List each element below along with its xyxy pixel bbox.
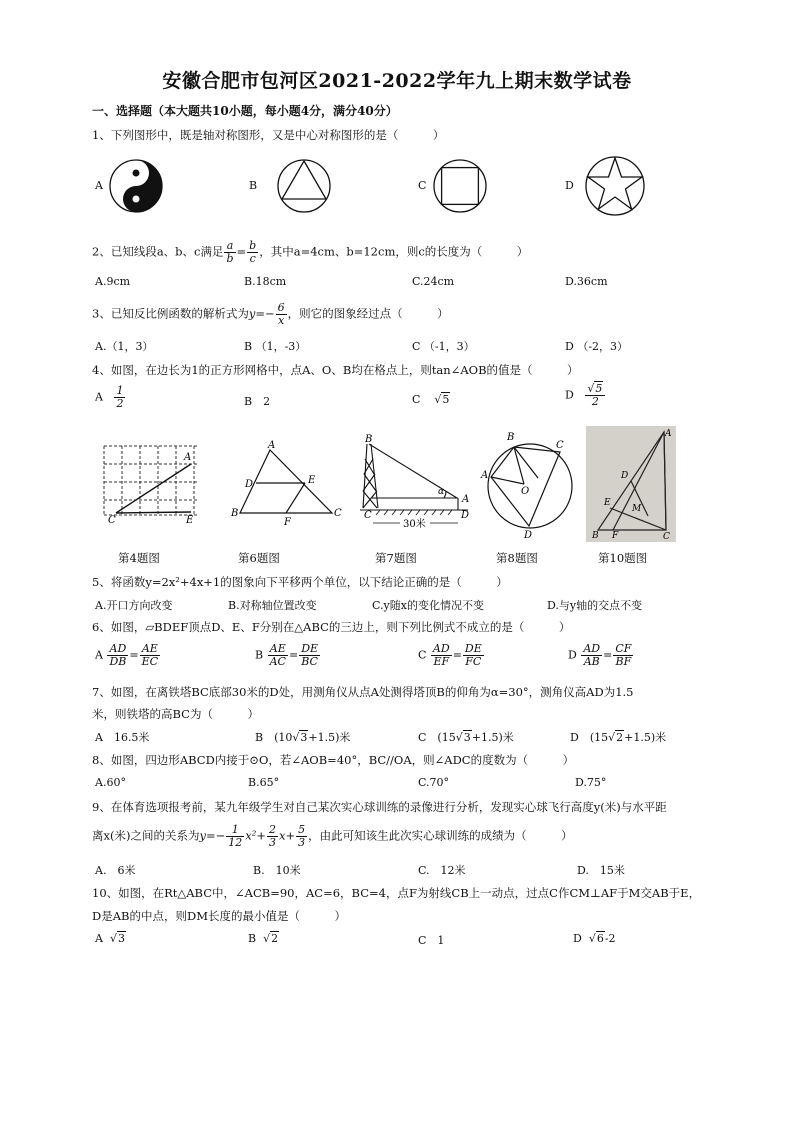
numerator: 2 — [268, 823, 276, 836]
numerator: AD — [583, 642, 601, 655]
question-6: 6、如图，▱BDEF顶点D、E、F分别在△ABC的三边上，则下列比例式不成立的是（ ） — [92, 620, 571, 634]
fraction-a-b — [224, 240, 235, 265]
denominator: AB — [583, 655, 600, 668]
q3-suffix: ，则它的图象经过点（ ） — [287, 306, 449, 321]
label-a: A — [665, 429, 672, 439]
question-4: 4、如图，在边长为1的正方形网格中，点A、O、B均在格点上，则tan∠AOB的值是（ ） — [92, 363, 579, 377]
denominator: 3 — [298, 836, 306, 849]
q2-option-c: C.24cm — [412, 275, 455, 288]
fraction-6-x — [276, 302, 287, 327]
fraction — [299, 643, 320, 668]
denominator: 2 — [116, 397, 124, 410]
label-a: A — [462, 494, 470, 505]
label-a: A — [268, 440, 276, 451]
q3-option-c: C （-1，3） — [412, 340, 475, 353]
caption-fig10: 第10题图 — [598, 551, 648, 565]
q7-option-b: B (10√3+1.5)米 — [255, 731, 351, 744]
q3-y: y=− — [248, 306, 275, 321]
q8-option-a: A.60° — [95, 776, 126, 789]
option-suffix: +1.5)米 — [624, 731, 667, 744]
label-d: D — [245, 479, 254, 490]
option-label: D — [573, 932, 582, 945]
fraction — [613, 643, 633, 668]
label-c: C — [556, 440, 564, 451]
fraction — [581, 643, 602, 668]
label-30m: 30米 — [403, 519, 426, 530]
q10-option-c: C 1 — [418, 934, 445, 947]
question-5: 5、将函数y=2x²+4x+1的图象向下平移两个单位，以下结论正确的是（ ） — [92, 575, 508, 589]
denominator: BF — [615, 655, 632, 668]
label-b: B — [592, 531, 599, 541]
q5-option-d: D.与y轴的交点不变 — [547, 599, 643, 612]
question-10-line2: D是AB的中点，则DM长度的最小值是（ ） — [92, 909, 346, 923]
q8-option-d: D.75° — [575, 776, 607, 789]
label-d: D — [621, 471, 629, 481]
label-e: E — [186, 515, 194, 525]
fraction — [107, 643, 128, 668]
q10-option-d: D √6-2 — [573, 932, 616, 945]
fraction — [431, 643, 452, 668]
q1-option-c: C — [418, 179, 427, 192]
q7-option-c: C (15√3+1.5)米 — [418, 731, 514, 744]
denominator: 3 — [268, 836, 276, 849]
question-9-line2 — [92, 824, 573, 849]
page-title: 安徽合肥市包河区2021-2022学年九上期末数学试卷 — [162, 70, 632, 92]
option-prefix: B (10 — [255, 731, 293, 744]
q2-suffix: ，其中a=4cm、b=12cm，则c的长度为（ ） — [259, 244, 529, 259]
question-1: 1、下列图形中，既是轴对称图形，又是中心对称图形的是（ ） — [92, 128, 445, 142]
denominator: EC — [141, 655, 159, 668]
q6-option-b: B $\frac{AE}{AC}$ = $\frac{DE}{BC}$ — [255, 642, 319, 668]
question-7-line2: 米，则铁塔的高BC为（ ） — [92, 707, 259, 721]
question-9-line1: 9、在体育选项报考前，某九年级学生对自己某次实心球训练的录像进行分析，发现实心球飞行高度y(米)与水平距 — [92, 800, 667, 814]
option-label: A — [95, 648, 103, 662]
denominator: c — [249, 252, 256, 265]
q9-option-b: B. 10米 — [253, 864, 301, 877]
q8-option-c: C.70° — [418, 776, 450, 789]
denominator: 2 — [591, 395, 599, 408]
label-m: M — [632, 504, 642, 514]
label-alpha: α — [438, 487, 445, 497]
circle-square-figure — [432, 158, 488, 214]
fraction — [463, 643, 484, 668]
q9-option-c: C. 12米 — [418, 864, 466, 877]
numerator: CF — [615, 642, 632, 655]
question-8: 8、如图，四边形ABCD内接于⊙O，若∠AOB=40°，BC//OA，则∠ADC的度数为（ ） — [92, 753, 575, 767]
option-prefix: C (15 — [418, 731, 456, 744]
circle-star-figure — [584, 155, 646, 217]
numerator: DE — [464, 642, 482, 655]
question-3 — [92, 302, 449, 327]
option-suffix: +1.5)米 — [471, 731, 514, 744]
denominator: DB — [109, 655, 127, 668]
q7-option-a: A 16.5米 — [95, 731, 150, 744]
fraction-sqrt5-2 — [585, 383, 605, 408]
denominator: EF — [433, 655, 450, 668]
q3-option-b: B （1，-3） — [244, 340, 307, 353]
figure-q4-grid — [98, 440, 208, 525]
figure-q10-photo — [586, 426, 676, 542]
q5-option-c: C.y随x的变化情况不变 — [372, 599, 484, 612]
radicand: 6 — [596, 932, 604, 945]
q3-option-a: A.（1，3） — [95, 340, 154, 353]
option-prefix: D (15 — [570, 731, 609, 744]
radicand: 2 — [616, 731, 624, 744]
radicand: 5 — [442, 393, 450, 406]
label-a: A — [481, 470, 489, 481]
label-b: B — [231, 508, 239, 519]
denominator: x — [278, 314, 285, 327]
label-c: C — [108, 515, 116, 525]
q1-option-a: A — [95, 179, 103, 192]
q5-option-b: B.对称轴位置改变 — [228, 599, 317, 612]
radicand: 2 — [271, 932, 279, 945]
option-label: D — [568, 648, 577, 662]
label-c: C — [663, 532, 670, 542]
q10-option-a: A √3 — [95, 932, 125, 945]
denominator: 12 — [228, 836, 243, 849]
option-label: A — [95, 390, 103, 404]
figure-q8-circle — [478, 428, 582, 540]
label-e: E — [604, 498, 611, 508]
option-label: B — [248, 932, 257, 945]
q4-option-c: C √5 — [412, 393, 450, 406]
numerator: 1 — [226, 824, 244, 837]
fraction — [268, 643, 288, 668]
q4-option-a — [95, 385, 126, 410]
numerator: √5 — [585, 383, 605, 396]
fraction — [140, 643, 160, 668]
caption-fig7: 第7题图 — [375, 551, 417, 565]
denominator: FC — [465, 655, 482, 668]
fraction-1-12 — [226, 824, 244, 849]
numerator: b — [249, 239, 257, 252]
radicand: 3 — [117, 932, 125, 945]
caption-fig4: 第4题图 — [118, 551, 160, 565]
q10-option-b: B √2 — [248, 932, 279, 945]
equals: = — [236, 244, 247, 259]
radicand: 3 — [300, 731, 308, 744]
q6-option-a: A $\frac{AD}{DB}$ = $\frac{AE}{EC}$ — [95, 642, 159, 668]
denominator: b — [226, 252, 234, 265]
q2-prefix: 2、已知线段a、b、c满足 — [92, 244, 224, 259]
q4-option-b: B 2 — [244, 395, 271, 408]
question-10-line1: 10、如图，在Rt△ABC中，∠ACB=90，AC=6，BC=4，点F为射线CB上一动点，过点C作CM⊥AF于M交AB于E， — [92, 886, 701, 900]
fraction-1-2 — [114, 385, 125, 410]
question-2 — [92, 240, 528, 265]
q9-term2: x+ — [278, 828, 296, 843]
label-a: A — [184, 452, 192, 463]
q3-prefix: 3、已知反比例函数的解析式为 — [92, 306, 249, 321]
numerator: AD — [432, 642, 450, 655]
yin-yang-figure — [108, 158, 164, 214]
circle-triangle-figure — [276, 158, 332, 214]
label-o: O — [521, 486, 530, 497]
option-label: C — [418, 648, 427, 662]
q9-suffix: ，由此可知该生此次实心球训练的成绩为（ ） — [308, 828, 573, 843]
figure-q6-triangle — [228, 440, 348, 530]
numerator: AD — [107, 643, 128, 656]
label-f: F — [612, 531, 619, 541]
q9-option-a: A. 6米 — [95, 864, 136, 877]
option-label: D — [565, 388, 574, 402]
q5-option-a: A.开口方向改变 — [95, 599, 173, 612]
numerator: 6 — [277, 301, 285, 314]
section-heading: 一、选择题（本大题共10小题，每小题4分，满分40分） — [92, 104, 398, 118]
label-c: C — [334, 508, 342, 519]
numerator: 5 — [298, 823, 306, 836]
question-7-line1: 7、如图，在离铁塔BC底部30米的D处，用测角仪从点A处测得塔顶B的仰角为α=30°，测角仪高AD为1.5 — [92, 685, 634, 699]
q2-option-b: B.18cm — [244, 275, 287, 288]
caption-fig8: 第8题图 — [496, 551, 538, 565]
option-label: A — [95, 932, 103, 945]
numerator: a — [224, 240, 235, 253]
numerator: AE — [140, 643, 160, 656]
fraction-b-c — [247, 240, 258, 265]
q6-option-c: C $\frac{AD}{EF}$ = $\frac{DE}{FC}$ — [418, 642, 482, 668]
option-label: B — [255, 648, 264, 662]
q2-option-a: A.9cm — [95, 275, 131, 288]
label-e: E — [308, 475, 316, 486]
q8-option-b: B.65° — [248, 776, 280, 789]
q1-option-d: D — [565, 179, 574, 192]
label-b: B — [365, 434, 373, 445]
fraction-5-3 — [296, 824, 307, 849]
label-b: B — [507, 432, 515, 443]
caption-fig6: 第6题图 — [238, 551, 280, 565]
numerator: DE — [301, 642, 319, 655]
denominator: BC — [301, 655, 318, 668]
denominator: AC — [269, 655, 286, 668]
q1-option-b: B — [249, 179, 258, 192]
q3-option-d: D （-2，3） — [565, 340, 629, 353]
figure-q7-tower — [360, 434, 480, 534]
q9-prefix: 离x(米)之间的关系为 — [92, 828, 200, 843]
q7-option-d: D (15√2+1.5)米 — [570, 731, 667, 744]
numerator: AE — [268, 643, 288, 656]
label-c: C — [364, 510, 372, 521]
q4-option-d — [565, 383, 606, 408]
option-suffix: +1.5)米 — [308, 731, 351, 744]
label-d: D — [461, 510, 470, 521]
fraction-2-3 — [267, 824, 278, 849]
q9-term1: x²+ — [245, 828, 266, 843]
q9-option-d: D. 15米 — [577, 864, 625, 877]
label-d: D — [524, 530, 533, 540]
q2-option-d: D.36cm — [565, 275, 608, 288]
q6-option-d: D $\frac{AD}{AB}$ = $\frac{CF}{BF}$ — [568, 642, 632, 668]
radicand: 3 — [463, 731, 471, 744]
numerator: 1 — [116, 384, 124, 397]
option-label: C — [412, 393, 421, 406]
radicand: 5 — [595, 382, 603, 395]
q9-y: y=− — [199, 828, 226, 843]
option-suffix: -2 — [604, 932, 616, 945]
label-f: F — [284, 517, 291, 528]
